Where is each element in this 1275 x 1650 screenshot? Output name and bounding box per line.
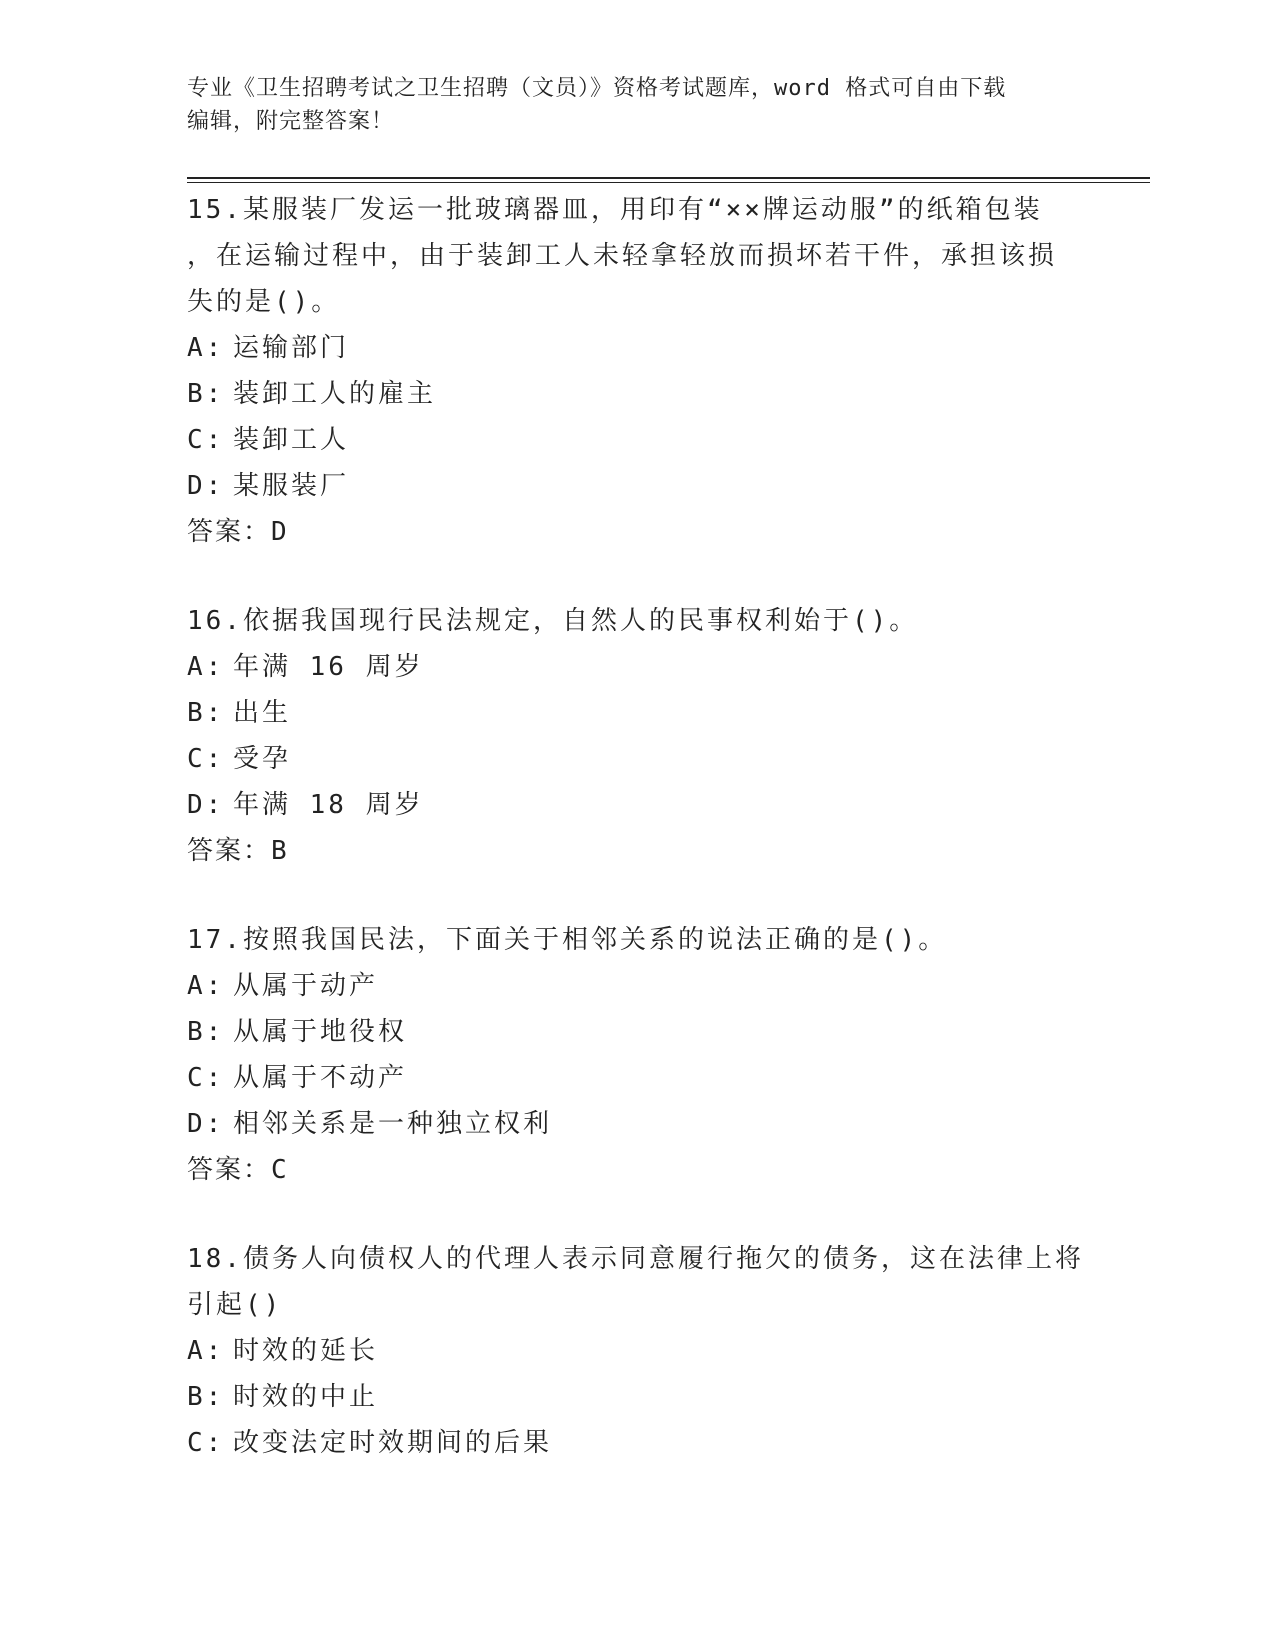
question-stem-line: 失的是()。: [187, 287, 341, 317]
option-text: 从属于地役权: [233, 1017, 408, 1047]
option-key: D:: [187, 790, 225, 820]
question-stem-line: ，在运输过程中，由于装卸工人未轻拿轻放而损坏若干件，承担该损: [187, 241, 1058, 271]
question-list: [187, 187, 1087, 1509]
option-row: [187, 417, 1087, 463]
option-text: 年满 16 周岁: [233, 652, 424, 682]
option-text: 从属于动产: [233, 971, 379, 1001]
question-stem-line: 17.按照我国民法，下面关于相邻关系的说法正确的是()。: [187, 925, 948, 955]
option-row: [187, 736, 1087, 782]
option-key: B:: [187, 698, 225, 728]
option-key: C:: [187, 744, 225, 774]
option-text: 装卸工人: [233, 425, 350, 455]
header-divider-thick: [187, 177, 1150, 179]
option-row: [187, 644, 1087, 690]
option-row: [187, 963, 1087, 1009]
option-key: D:: [187, 471, 225, 501]
option-row: [187, 1055, 1087, 1101]
option-row: [187, 463, 1087, 509]
question-item: [187, 917, 1087, 1193]
option-text: 从属于不动产: [233, 1063, 408, 1093]
option-key: D:: [187, 1109, 225, 1139]
option-key: B:: [187, 1382, 225, 1412]
document-header: [187, 72, 1067, 138]
option-text: 出生: [233, 698, 292, 728]
option-text: 时效的延长: [233, 1336, 379, 1366]
header-divider-thin: [187, 182, 1150, 183]
option-text: 受孕: [233, 744, 292, 774]
option-row: [187, 1374, 1087, 1420]
question-stem-line: 18.债务人向债权人的代理人表示同意履行拖欠的债务，这在法律上将: [187, 1244, 1084, 1274]
option-row: [187, 1328, 1087, 1374]
question-item: [187, 187, 1087, 555]
option-row: [187, 1009, 1087, 1055]
question-stem-line: 15.某服装厂发运一批玻璃器皿，用印有“××牌运动服”的纸箱包装: [187, 195, 1043, 225]
option-key: A:: [187, 333, 225, 363]
question-stem-line: 16.依据我国现行民法规定，自然人的民事权利始于()。: [187, 606, 919, 636]
question-item: [187, 1236, 1087, 1466]
option-text: 运输部门: [233, 333, 350, 363]
header-line-2: 编辑，附完整答案！: [187, 109, 395, 134]
option-key: C:: [187, 1063, 225, 1093]
option-row: [187, 782, 1087, 828]
option-text: 相邻关系是一种独立权利: [233, 1109, 553, 1139]
option-row: [187, 690, 1087, 736]
option-text: 改变法定时效期间的后果: [233, 1428, 553, 1458]
option-row: [187, 371, 1087, 417]
option-key: B:: [187, 1017, 225, 1047]
option-key: A:: [187, 652, 225, 682]
question-item: [187, 598, 1087, 874]
option-row: [187, 1101, 1087, 1147]
option-row: [187, 325, 1087, 371]
answer-label: 答案：B: [187, 836, 289, 866]
option-row: [187, 1420, 1087, 1466]
option-text: 某服装厂: [233, 471, 350, 501]
option-text: 时效的中止: [233, 1382, 379, 1412]
option-text: 装卸工人的雇主: [233, 379, 437, 409]
option-key: B:: [187, 379, 225, 409]
option-key: A:: [187, 971, 225, 1001]
option-key: C:: [187, 425, 225, 455]
answer-label: 答案：C: [187, 1155, 289, 1185]
option-text: 年满 18 周岁: [233, 790, 424, 820]
header-line-1: 专业《卫生招聘考试之卫生招聘（文员）》资格考试题库，word 格式可自由下载: [187, 76, 1007, 101]
option-key: C:: [187, 1428, 225, 1458]
option-key: A:: [187, 1336, 225, 1366]
answer-label: 答案：D: [187, 517, 289, 547]
question-stem-line: 引起(): [187, 1290, 283, 1320]
